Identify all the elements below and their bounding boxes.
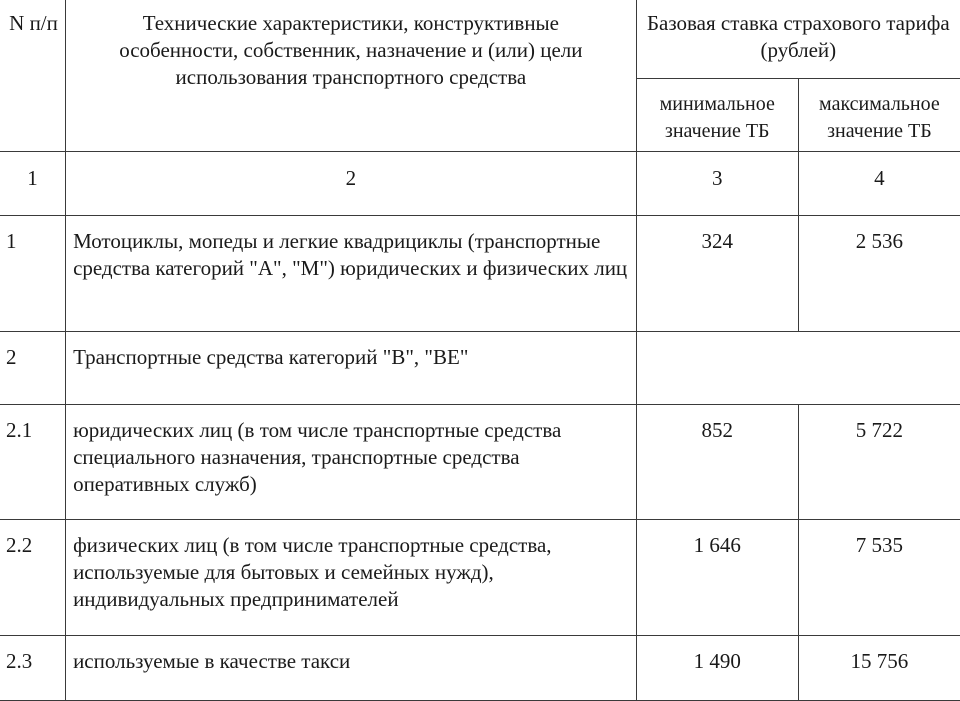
- table-row: [0, 332, 960, 405]
- row-value-merged: [636, 332, 960, 405]
- row-description: юридических лиц (в том числе транспортные средства специального назначения, транспортные средства оперативных служб): [66, 405, 637, 520]
- header-min-value: минимальное значение ТБ: [636, 79, 798, 152]
- header-max-value: максимальное значение ТБ: [798, 79, 960, 152]
- row-description: используемые в качестве такси: [66, 636, 637, 701]
- row-max-value: 15 756: [798, 636, 960, 701]
- row-max-value: 2 536: [798, 216, 960, 332]
- row-number: 2: [0, 332, 66, 405]
- header-row: [0, 0, 960, 79]
- column-index-row: [0, 152, 960, 216]
- row-number: 2.3: [0, 636, 66, 701]
- row-description: Транспортные средства категорий "В", "ВЕ": [66, 332, 637, 405]
- column-index: 4: [798, 152, 960, 216]
- row-number: 1: [0, 216, 66, 332]
- column-index: 1: [0, 152, 66, 216]
- table-row: [0, 636, 960, 701]
- row-description: Мотоциклы, мопеды и легкие квадрициклы (транспортные средства категорий "А", "М") юридических и физических лиц: [66, 216, 637, 332]
- row-description: физических лиц (в том числе транспортные средства, используемые для бытовых и семейных нужд), индивидуальных предпринимателей: [66, 520, 637, 636]
- row-min-value: 1 646: [636, 520, 798, 636]
- row-number: 2.2: [0, 520, 66, 636]
- column-index: 2: [66, 152, 637, 216]
- header-base-rate: Базовая ставка страхового тарифа (рублей): [636, 0, 960, 79]
- row-max-value: 5 722: [798, 405, 960, 520]
- row-max-value: 7 535: [798, 520, 960, 636]
- column-index: 3: [636, 152, 798, 216]
- header-description: Технические характеристики, конструктивные особенности, собственник, назначение и (или) цели использования транспортного средства: [66, 0, 637, 152]
- table-row: [0, 216, 960, 332]
- table-row: [0, 405, 960, 520]
- row-min-value: 324: [636, 216, 798, 332]
- table-row: [0, 520, 960, 636]
- row-number: 2.1: [0, 405, 66, 520]
- header-number: N п/п: [0, 0, 66, 152]
- row-min-value: 1 490: [636, 636, 798, 701]
- row-min-value: 852: [636, 405, 798, 520]
